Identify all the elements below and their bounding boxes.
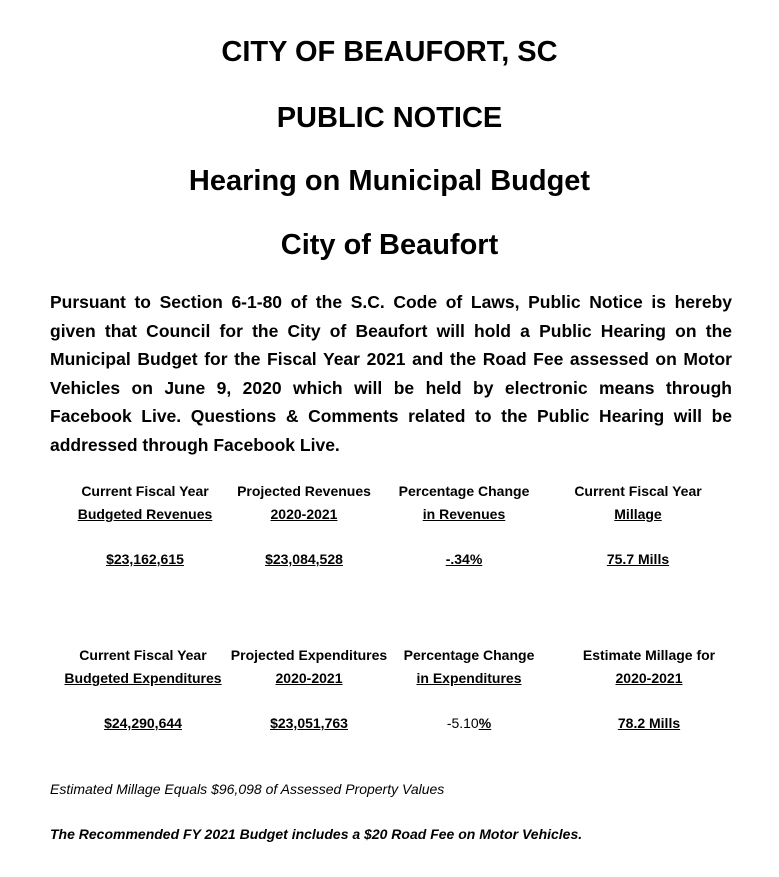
current-millage-column xyxy=(574,480,701,571)
expenditures-change-column xyxy=(404,644,535,735)
revenues-change-column xyxy=(399,480,530,571)
revenues-percentage-change-value: -.34% xyxy=(445,551,483,567)
column-header: Projected Expenditures xyxy=(230,647,388,663)
column-header: Estimate Millage for xyxy=(582,647,716,663)
column-subheader: 2020-2021 xyxy=(615,670,683,686)
city-name-heading: City of Beaufort xyxy=(280,229,499,261)
city-heading: CITY OF BEAUFORT, SC xyxy=(221,36,558,68)
column-header: Current Fiscal Year xyxy=(81,483,209,499)
hearing-heading: Hearing on Municipal Budget xyxy=(188,165,591,197)
column-header: Projected Revenues xyxy=(237,483,371,499)
current-budgeted-expenditures-value: $24,290,644 xyxy=(104,715,182,731)
current-expenditures-column xyxy=(64,644,221,735)
column-subheader: 2020-2021 xyxy=(275,670,343,686)
notice-paragraph: Pursuant to Section 6-1-80 of the S.C. Code of Laws, Public Notice is hereby given that Council for the City of Beaufort will hold a Public Hearing on the Municipal Budget for the Fiscal Year 2021 and the Road Fee assessed on Motor Vehicles on June 9, 2020 which will be held by electronic means through Facebook Live. Questions & Comments related to the Public Hearing will be addressed through Facebook Live. xyxy=(50,292,732,455)
estimate-millage-value: 78.2 Mills xyxy=(617,715,681,731)
current-budgeted-revenues-value: $23,162,615 xyxy=(106,551,184,567)
column-header: Current Fiscal Year xyxy=(574,483,702,499)
column-subheader: in Revenues xyxy=(422,506,506,522)
projected-expenditures-value: $23,051,763 xyxy=(270,715,348,731)
column-header: Current Fiscal Year xyxy=(79,647,207,663)
expenditures-percentage-change-value xyxy=(404,712,535,735)
projected-revenues-value: $23,084,528 xyxy=(265,551,343,567)
column-subheader: in Expenditures xyxy=(416,670,522,686)
column-subheader: Budgeted Revenues xyxy=(77,506,213,522)
current-revenues-column xyxy=(78,480,213,571)
column-subheader: Millage xyxy=(614,506,662,522)
projected-expenditures-column xyxy=(231,644,387,735)
current-millage-value: 75.7 Mills xyxy=(606,551,670,567)
estimate-millage-column xyxy=(583,644,715,735)
millage-note: Estimated Millage Equals $96,098 of Assessed Property Values xyxy=(50,781,445,797)
percentage-sign: % xyxy=(478,715,492,731)
percentage-number: -5.10 xyxy=(446,715,479,731)
notice-heading: PUBLIC NOTICE xyxy=(276,102,503,134)
column-subheader: 2020-2021 xyxy=(270,506,338,522)
column-subheader: Budgeted Expenditures xyxy=(64,670,222,686)
projected-revenues-column xyxy=(237,480,371,571)
column-header: Percentage Change xyxy=(403,647,535,663)
road-fee-note: The Recommended FY 2021 Budget includes a $20 Road Fee on Motor Vehicles. xyxy=(50,826,583,842)
column-header: Percentage Change xyxy=(398,483,530,499)
